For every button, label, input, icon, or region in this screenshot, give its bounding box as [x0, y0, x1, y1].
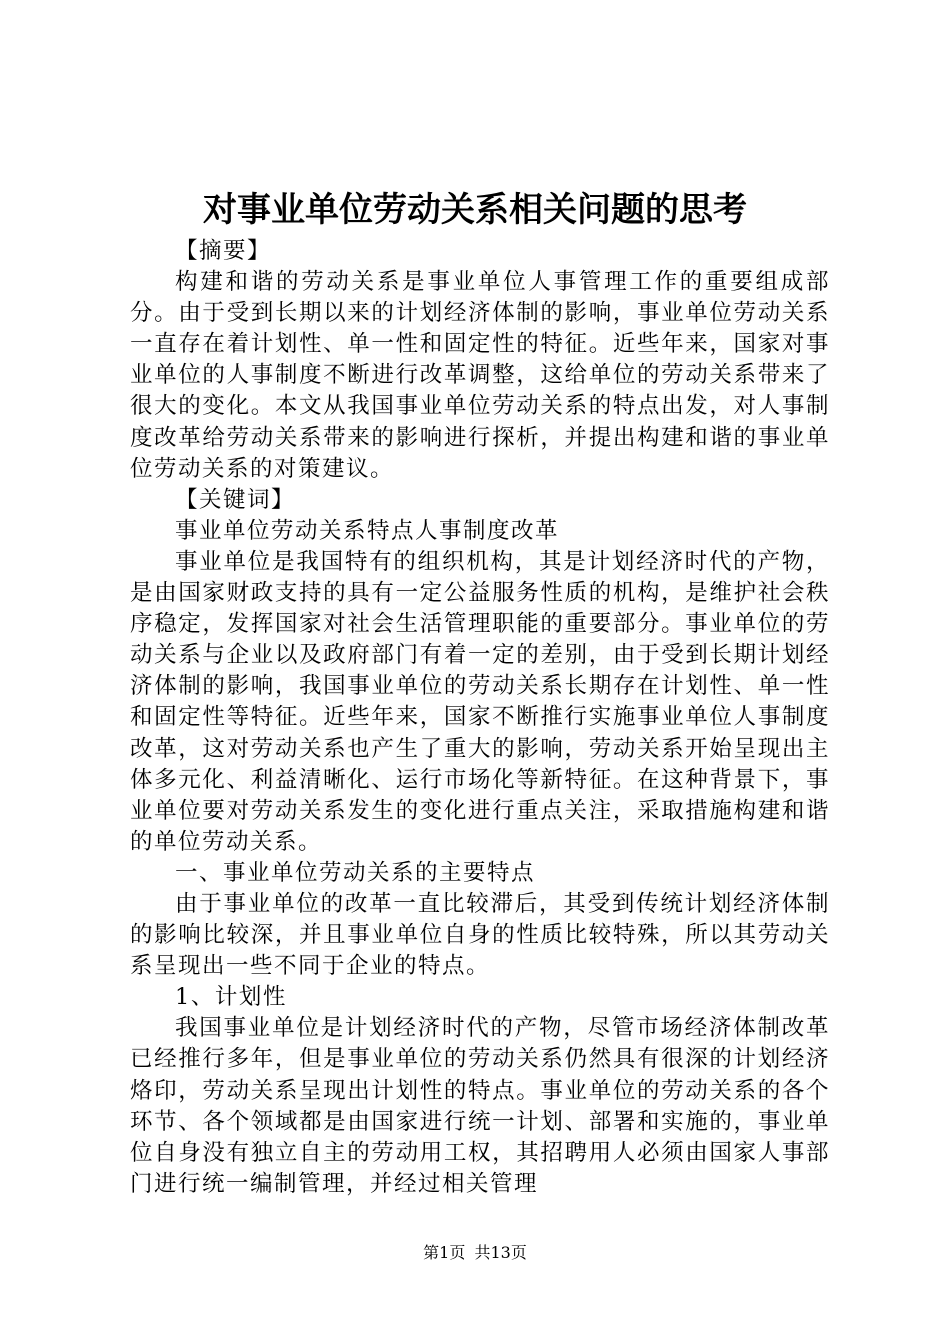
- section-paragraph: 由于事业单位的改革一直比较滞后，其受到传统计划经济体制的影响比较深，并且事业单位自身的性质比较特殊，所以其劳动关系呈现出一些不同于企业的特点。: [130, 890, 830, 980]
- keywords-label: 【关键词】: [175, 486, 296, 513]
- page-footer: [0, 1242, 950, 1264]
- subsection-paragraph: 我国事业单位是计划经济时代的产物，尽管市场经济体制改革已经推行多年，但是事业单位的劳动关系仍然具有很深的计划经济烙印，劳动关系呈现出计划性的特点。事业单位的劳动关系的各个环节、各个领域都是由国家进行统一计划、部署和实施的，事业单位自身没有独立自主的劳动用工权，其招聘用人必须由国家人事部门进行统一编制管理，并经过相关管理: [130, 1015, 830, 1197]
- subsection-heading: 1、计划性: [175, 984, 287, 1011]
- page-total: 共13页: [474, 1243, 527, 1262]
- abstract-label: 【摘要】: [175, 238, 272, 264]
- intro-paragraph: 事业单位是我国特有的组织机构，其是计划经济时代的产物，是由国家财政支持的具有一定公益服务性质的机构，是维护社会秩序稳定，发挥国家对社会生活管理职能的重要部分。事业单位的劳动关系与企业以及政府部门有着一定的差别，由于受到长期计划经济体制的影响，我国事业单位的劳动关系长期存在计划性、单一性和固定性等特征。近些年来，国家不断推行实施事业单位人事制度改革，这对劳动关系也产生了重大的影响，劳动关系开始呈现出主体多元化、利益清晰化、运行市场化等新特征。在这种背景下，事业单位要对劳动关系发生的变化进行重点关注，采取措施构建和谐的单位劳动关系。: [130, 548, 830, 855]
- keywords-text: 事业单位劳动关系特点人事制度改革: [175, 517, 560, 544]
- page-number: 第1页: [423, 1243, 466, 1262]
- document-title: 对事业单位劳动关系相关问题的思考: [203, 190, 747, 230]
- section-heading: 一、事业单位劳动关系的主要特点: [175, 859, 536, 886]
- abstract-text: 构建和谐的劳动关系是事业单位人事管理工作的重要组成部分。由于受到长期以来的计划经济体制的影响，事业单位劳动关系一直存在着计划性、单一性和固定性的特征。近些年来，国家对事业单位的人事制度不断进行改革调整，这给单位的劳动关系带来了很大的变化。本文从我国事业单位劳动关系的特点出发，对人事制度改革给劳动关系带来的影响进行探析，并提出构建和谐的事业单位劳动关系的对策建议。: [130, 269, 830, 482]
- document-body: [130, 236, 830, 1200]
